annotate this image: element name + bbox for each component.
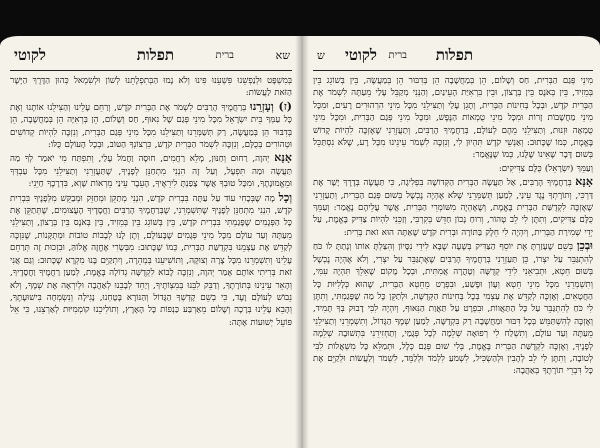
section-label: ברית — [215, 50, 234, 61]
prayer-paragraph — [10, 75, 292, 100]
paragraph-text: וְעַמֵּךְ (יִשְׂרָאֵל) כֻּלָּם צַדִּיקִים: — [498, 163, 593, 174]
prayer-paragraph — [10, 101, 292, 152]
paragraph-text: מִינֵי פְּגַם הַבְּרִית, חַס וְשָׁלוֹם, הֵן בְּמַחֲשָׁבָה הֵן בְּדִבּוּר הֵן בְּמַעֲשֶׂה, בֵּין בְּשׁוֹגֵג בֵּין בְּמֵזִיד, בֵּין בְּאֹנֶס בֵּין בְּרָצוֹן, וּבֵין בִּרְאִיַּת הָעֵינַיִם, וְהַנְּנִי מְקַבֵּל עָלַי מֵעַתָּה לִשְׁמֹר אֶת הַבְּרִית קֹדֶשׁ, וּבְכָל בְּחִינוֹת הַבְּרִית, וְתָגֵן עָלַי וְתַצִּילֵנִי מִכָּל מִינֵי הִרְהוּרִים רָעִים, וּמִכָּל מִינֵי מַחֲשָׁבוֹת זָרוֹת וּמִכָּל מִינֵי טֻמְאוֹת הַנֶּפֶשׁ, וּמִכָּל מִינֵי פְּגַם הַבְּרִית, וּמִכָּל מִינֵי טֻמְאָה וּזְנוּת, וְתַצִּילֵנִי מֵהֶם לְעוֹלָם, בְּרַחֲמֶיךָ הָרַבִּים, וְתַעֲזְרֵנִי שֶׁאֶזְכֶּה לִהְיוֹת קָדוֹשׁ בֶּאֱמֶת, כְּמוֹ שֶׁכָּתוּב: וְאַנְשֵׁי קֹדֶשׁ תִּהְיוּן לִי, וְנִזְכֶּה לִשְׁמֹר עֵינֵינוּ מִכָּל רָע, שֶׁלֹּא נִסְתַּכֵּל בְּשׁוּם דָּבָר שֶׁאֵינוֹ שֶׁלָּנוּ, כְּמוֹ שֶׁנֶּאֱמַר: — [313, 76, 593, 161]
paragraph-lead-word: וְכָל — [278, 190, 292, 204]
prayer-paragraph — [10, 152, 292, 190]
page-title: תפלות — [435, 46, 473, 64]
paragraph-text: יְהוָה, רַחוּם וְחַנּוּן, מָלֵא רַחֲמִים, חוּסָה וַחֲמֹל עָלַי, וְתִפְתַּח מִי יֹאמַר לְךָ מַה תַּעֲשֶׂה וּמַה תִּפְעָל, וְעַל זֶה הִנְנִי מִתְחַנֵּן לְפָנֶיךָ, שֶׁתַּעֲזְרֵנִי וְתַצִּילֵנִי מִכָּל עַבְדְּךָ וּמֵאֱמוּנָתֶךָ, וּמִכָּל טוּבְךָ אֲשֶׁר צָפַנְתָּ לִירֵאֶיךָ, הָעֵבֶר עֵינַי מֵרְאוֹת שָׁוְא, בִּדְרָכֶךָ חַיֵּנִי: — [10, 154, 292, 190]
left-running-header — [10, 44, 292, 71]
prayer-paragraph — [313, 75, 593, 162]
book-gutter — [295, 36, 309, 448]
paragraph-lead-word: (ז) וְעָזְרֵנוּ — [249, 99, 292, 113]
page-number: ש — [317, 49, 325, 62]
paragraph-lead-word: וּבְכֵן — [576, 239, 593, 253]
paragraph-text: בְּרַחֲמֶיךָ הָרַבִּים, אַל תַּעֲשֶׂה הַבְּרִית הַקְּדוֹשָׁה בִּפְלִיגָה, כִּי תַּעֲשֶׂה בְּדֶרֶךְ יָשָׁר אֶת דַּרְכִּי, וְתוֹרָתְךָ נֶגֶד עֵינַי, לְמַעַן תְּשַׁמְּרֵנִי שֶׁלֹּא אֶהְיֶה נֶכְשָׁל בְּשׁוּם פְּגַם הַבְּרִית, וְתַעַזְרֵנִי שֶׁאֶזְכֶּה לִקְדֻשַּׁת הַבְּרִית בֶּאֱמֶת, וְשֶׁאֶהְיֶה מִשּׁוֹמְרֵי הַבְּרִית, אֲשֶׁר עֲלֵיהֶם נֶאֱמַר: וְעַמֵּךְ כֻּלָּם צַדִּיקִים, וְתִתֶּן לִי לֵב טָהוֹר, וְרוּחַ נָכוֹן חַדֵּשׁ בְּקִרְבִּי, וְזַכֵּנִי לִהְיוֹת צַדִּיק בֶּאֱמֶת, עַל יְדֵי שְׁמִירַת הַבְּרִית, וְיִהְיֶה לִי חֵלֶק בַּתּוֹרָה וּבְרִית קֹדֶשׁ שֶׁאַתָּה הוּא זֹאת בְּרִית: — [313, 178, 593, 238]
section-label: ברית — [388, 50, 407, 61]
prayer-paragraph — [10, 192, 292, 329]
paragraph-lead-word: אָנָּא — [274, 151, 292, 165]
left-page — [10, 44, 292, 444]
book-title: לקוטי — [14, 46, 46, 64]
prayer-paragraph — [313, 240, 593, 377]
paragraph-text: בְּמִשְׁפָּט וּלְנַפְשֵׁנוּ פִּשְׁעֵנוּ פִּינוּ וְלֹא נָמוּ הַבְּתִפְלָתֵנוּ לְשׁוֹן וּלְשִׂמְאל כְּהוּן הַדֶּרֶךְ הַיָּשָׁר הַזֹּאת לַעֲשׂוֹת: — [10, 76, 292, 99]
left-page-body — [10, 75, 292, 329]
paragraph-text: מָה שֶׁבְּכָחִי עוֹד עַל עַתָּה בִּבְרִית קֹדֶשׁ, הִנְנִי מְתַקֵּן וּמְחַזֵּק וּמְבַקֵּשׁ מִלְּפָנֶיךָ בִּבְרִית קֹדֶשׁ, הִנְנִי מִתְחַנֵּן לְפָנֶיךָ שֶׁתִּשְׁמְרֵנִי, שֶׁבְּרַחֲמֶיךָ הָרַבִּים וַחֲסָדֶיךָ הָעֲצוּמִים, שֶׁתְּתַקֵּן אֶת כָּל הַפְּגָמִים שֶׁפָּגַמְתִּי בִּבְרִית קֹדֶשׁ, בֵּין בְּשׁוֹגֵג בֵּין בְּמֵזִיד, בֵּין בְּאֹנֶס בֵּין בְּרָצוֹן, וְתַצִּילֵנִי מֵעַתָּה וְעַד עוֹלָם מִכָּל מִינֵי פְּגָמִים שֶׁבָּעוֹלָם, וְתֶן לָנוּ לְבָבוֹת טוֹבוֹת וּמְתֻקָּנוֹת, שֶׁנִּזְכֶּה לְקַדֵּשׁ אֶת עַצְמֵנוּ בִּקְדֻשַּׁת הַבְּרִית, כְּמוֹ שֶׁכָּתוּב: מִבְּשָׂרִי אֶחֱזֶה אֱלוֹהַּ, וּבִזְכוּת זֶה תְּרַחֵם עָלֵינוּ וְתִשְׁמְרֵנוּ מִכָּל צָרָה וְצוּקָה, וְתוֹשִׁיעֵנוּ בְּמְהֵרָה, וְיִתְקַיֵּם בָּנוּ מִקְרָא שֶׁכָּתוּב: וְגַם אֲנִי זֹאת בְּרִיתִי אוֹתָם אָמַר יְהוָה, וְנִזְכֶּה לָבוֹא לִקְדֻשָּׁה גְדוֹלָה בֶּאֱמֶת, לְמַעַן רַחֲמֶיךָ וַחֲסָדֶיךָ, וְהָאֵר עֵינֵינוּ בְּתוֹרָתֶךָ, וְדַבֵּק לִבֵּנוּ בְּמִצְוֹתֶיךָ, וְיַחֵד לְבָבֵנוּ לְאַהֲבָה וּלְיִרְאָה אֶת שְׁמֶךָ, וְלֹא נֵבוֹשׁ לְעוֹלָם וָעֶד, כִּי בְשֵׁם קָדְשְׁךָ הַגָּדוֹל וְהַנּוֹרָא בָּטָחְנוּ, נָגִילָה וְנִשְׂמְחָה בִּישׁוּעָתֶךָ, וְהָבֵא עָלֵינוּ בְּרָכָה וְשָׁלוֹם מֵאַרְבַּע כַּנְפוֹת כָּל הָאָרֶץ, וְתוֹלִיכֵנוּ קוֹמְמִיּוּת לְאַרְצֵנוּ, כִּי אֵל פּוֹעֵל יְשׁוּעוֹת אָתָּה: — [10, 193, 292, 328]
prayer-paragraph — [313, 163, 593, 175]
paragraph-text: בְּשֵׁם שֶׁעָזַרְתָּ אֶת יוֹסֵף הַצַּדִּיק בְּשָׁעָה שֶׁבָּא לִידֵי נִסָּיוֹן וְהִצַּלְתָּ אוֹתוֹ וְנָתַתָּ לוֹ כֹּחַ לְהִתְגַּבֵּר עַל יִצְרוֹ, כֵּן תַּעַזְרֵנִי בְּרַחֲמֶיךָ הָרַבִּים שֶׁאֶתְגַּבֵּר עַל יִצְרִי, וְלֹא אֶהְיֶה נֶכְשָׁל בְּשׁוּם חֵטְא, וּתְבִיאֵנִי לִידֵי קְדֻשָּׁה וְטָהֳרָה אֲמִתִּית, וּבְכָל מָקוֹם שֶׁאֵלֵךְ תִּהְיֶה עִמִּי, וְתִשְׁמְרֵנִי מִכָּל מִינֵי חֵטְא וְעָוֹן וּפֶשַׁע, וּבִפְרָט מֵחֵטְא הַבְּרִית, שֶׁהוּא כְּלָלִיּוּת כָּל הַחֲטָאִים, וְאֶזְכֶּה לְקַדֵּשׁ אֶת עַצְמִי בְּכָל בְּחִינוֹת הַקְּדֻשָּׁה, וּלְתַקֵּן כָּל מַה שֶׁפָּגַמְתִּי, וְתִתֶּן לִי כֹּחַ לְהִתְגַּבֵּר עַל כָּל הַתַּאֲווֹת, וּבִפְרָט עַל תַּאֲוַת הַנִּאוּף, וְיִהְיֶה לִבִּי דָבוּק בְּךָ תָּמִיד, וְאֶזְכֶּה לְהִשְׁתַּמֵּשׁ בְּכָל דִּבּוּר וּמַחֲשָׁבָה רַק בִּקְדֻשָּׁה, לְמַעַן שְׁמֶךָ הַגָּדוֹל, וְתִשְׁמְרֵנִי וְתַצִּילֵנִי מֵעַתָּה וְעַד עוֹלָם, וְתִשְׁלַח לִי רְפוּאָה שְׁלֵמָה לְכָל פְּגָמַי, וְתַחְזִירֵנִי בִּתְשׁוּבָה שְׁלֵמָה לְפָנֶיךָ, וְאֶזְכֶּה לִקְדֻשַּׁת הַבְּרִית בֶּאֱמֶת, בְּלִי שׁוּם פְּגַם כְּלָל, וּתְמַלֵּא כָּל מִשְׁאֲלוֹת לִבִּי לְטוֹבָה, וְתִתֶּן לִי לֵב לְהָבִין וּלְהַשְׂכִּיל, לִשְׁמֹעַ לִלְמֹד וּלְלַמֵּד, לִשְׁמֹר וְלַעֲשׂוֹת וּלְקַיֵּם אֶת כָּל דִּבְרֵי תוֹרָתֶךָ בְּאַהֲבָה: — [313, 242, 593, 377]
book-title: לקוטי — [345, 46, 377, 64]
page-number: שא — [275, 49, 290, 62]
right-running-header — [313, 44, 593, 71]
right-page-body — [313, 75, 593, 378]
prayer-paragraph — [313, 176, 593, 239]
paragraph-text: בְּרַחֲמֶיךָ הָרַבִּים לִשְׁמֹר אֶת הַבְּרִית קֹדֶשׁ, וְרַחֵם עָלֵינוּ וְהַצִּילֵנוּ אוֹתָנוּ וְאֶת כָּל עַמְּךָ בֵּית יִשְׂרָאֵל מִכָּל מִינֵי פְּגַם שֶׁל נִאוּף, חַס וְשָׁלוֹם, הֵן בְּרְאִיָּה הֵן בְּמַחֲשָׁבָה, הֵן בְּדִבּוּר הֵן בְּמַעֲשֶׂה, רַק תְּשַׁמְּרֵנוּ וְתַצִּילֵנוּ מִכָּל מִינֵי פְּגַם הַבְּרִית, וְנִזְכֶּה לִהְיוֹת קְדוֹשִׁים וּטְהוֹרִים בְּכֻלָּם, וְנִזְכֶּה לִשְׁמֹר הַבְּרִית קֹדֶשׁ, כִּרְצוֹנְךָ הַטּוֹב, וּבְכָל הָעוֹלָם כֻּלּוֹ: — [10, 102, 292, 151]
page-title: תפלות — [136, 46, 174, 64]
paragraph-lead-word: אָנָּא — [575, 175, 593, 189]
right-page — [313, 44, 593, 444]
